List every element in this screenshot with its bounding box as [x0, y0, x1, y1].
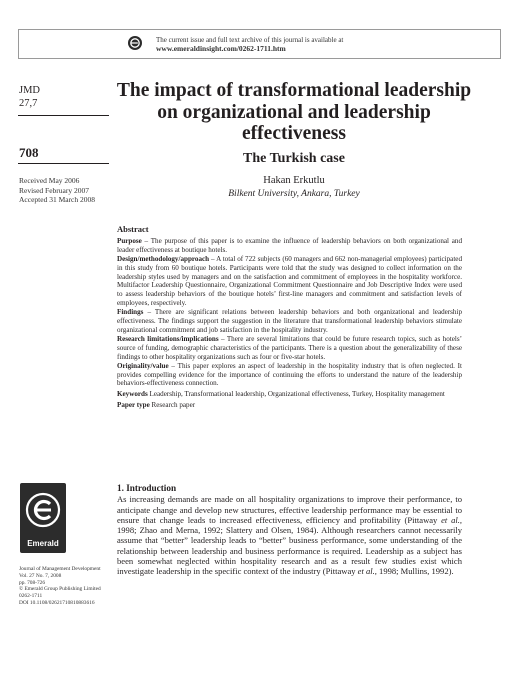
received-date: Received May 2006	[19, 176, 80, 185]
abstract-limitations: Research limitations/implications – There are several limitations that could be future research topics, such as hotels’ source of funding, demographic characteristics of the participants. There is a question about the generalizability of these findings to other hospitality organizations such as four or five-star hotels.	[117, 334, 462, 361]
introduction-section	[117, 483, 462, 577]
submission-dates	[19, 176, 95, 205]
abstract-findings: Findings – There are significant relations between leadership behaviors and both organizational and leadership effectiveness. The findings support the suggestion in the literature that transformational leadership behaviors stimulate organizational commitment and job satisfaction in the hospitality industry.	[117, 308, 462, 334]
journal-publisher: © Emerald Group Publishing Limited	[19, 586, 101, 593]
emerald-logo	[20, 483, 66, 553]
journal-abbrev: JMD	[19, 85, 41, 96]
journal-citation	[19, 566, 101, 607]
journal-name: Journal of Management Development	[19, 566, 101, 572]
emerald-e-icon	[128, 36, 142, 50]
page-number: 708	[19, 145, 39, 160]
author-affiliation: Bilkent University, Ankara, Turkey	[228, 189, 360, 199]
divider	[18, 163, 109, 164]
abstract	[117, 225, 462, 410]
section-heading: 1. Introduction	[117, 483, 177, 493]
article-subtitle: The Turkish case	[243, 151, 345, 166]
introduction-paragraph: As increasing demands are made on all hospitality organizations to improve their performance, to anticipate change and develop new structures, effective leadership performance may be essential to ensure that change leads to increased effectiveness, efficiency and profitability (Pittaway et al., 1998; Zhao and Merna, 1992; Slattery and Olsen, 1984). Although researchers cannot necessarily assume that “better” leadership leads to “better” business performance, some understanding of the relationship between leadership and business performance is required. Leadership as a subject has been somewhat neglected within hospitality research and as a result few studies exist which investigate leadership in the specific context of the industry (Pittaway et al., 1998; Mullins, 1992).	[117, 494, 463, 577]
archive-notice-text: The current issue and full text archive of this journal is available at	[156, 36, 344, 44]
journal-doi: DOI 10.1108/02621710810883616	[19, 599, 95, 606]
journal-issn: 0262-1711	[19, 593, 43, 600]
logo-wordmark: Emerald	[27, 539, 59, 548]
abstract-heading: Abstract	[117, 224, 149, 234]
abstract-paper-type: Paper type Research paper	[117, 401, 196, 410]
abstract-design: Design/methodology/approach – A total of 722 subjects (60 managers and 662 non-managerial employees) participated in this study from 60 boutique hotels. Participants were told that the study was designed to collect information on the leadership styles used by managers and on the satisfaction and commitment of employees in the hospitality workforce. Multifactor Leadership Questionnaire, Organizational Commitment Questionnaire and Job Descriptive Index were used to assess leadership behaviors of the boutique hotels’ first-line managers and commitment and satisfaction levels of employees, respectively.	[117, 254, 462, 308]
journal-pages: pp. 708-726	[19, 579, 46, 586]
accepted-date: Accepted 31 March 2008	[19, 195, 96, 204]
archive-url[interactable]: www.emeraldinsight.com/0262-1711.htm	[156, 44, 286, 53]
divider	[18, 115, 109, 116]
abstract-purpose: Purpose – The purpose of this paper is to examine the influence of leadership behaviors on both organizational and leader effectiveness at boutique hotels.	[117, 236, 462, 254]
author-name: Hakan Erkutlu	[263, 175, 325, 186]
abstract-keywords: Keywords Leadership, Transformational leadership, Organizational effectiveness, Turkey, Hospitality management	[117, 390, 445, 399]
journal-volume	[19, 84, 40, 110]
revised-date: Revised February 2007	[19, 185, 89, 195]
volume-issue: 27,7	[19, 98, 38, 109]
abstract-originality: Originality/value – This paper explores an aspect of leadership in the hospitality industry that is often neglected. It provides compelling evidence for the importance of continuing the efforts to understand the nature of the leadership behaviors-effectiveness connection.	[117, 361, 462, 388]
journal-volume-line: Vol. 27 No. 7, 2008	[19, 572, 62, 579]
article-title: The impact of transformational leadership on organizational and leadership effectiveness	[116, 80, 472, 144]
